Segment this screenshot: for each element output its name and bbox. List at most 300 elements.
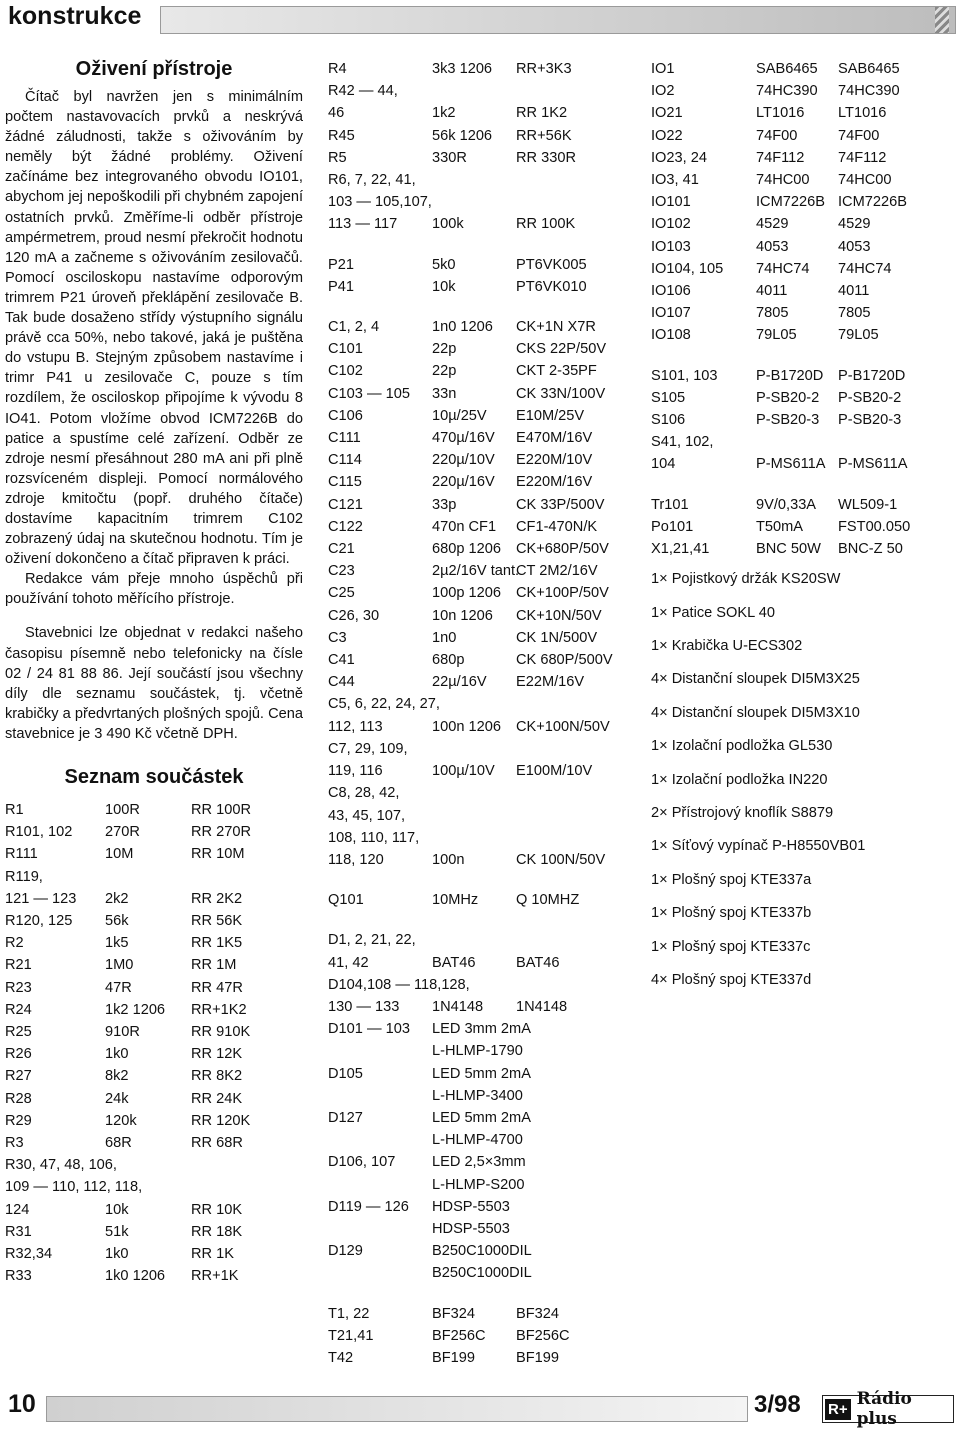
parts-row — [651, 494, 956, 516]
part-designator: C115 — [328, 474, 362, 491]
part-order-code — [191, 1154, 303, 1176]
part-value: 330R — [432, 149, 467, 166]
parts-row — [5, 1154, 303, 1176]
parts-row — [651, 80, 956, 102]
part-order-code: RR 47R — [191, 979, 243, 996]
part-value: 7805 — [756, 305, 789, 322]
part-value: 10µ/25V — [432, 407, 487, 424]
part-designator: C3 — [328, 629, 347, 646]
parts-row — [5, 932, 303, 954]
part-designator: D104,108 — 118,128, — [328, 976, 470, 993]
part-value: 1k0 — [105, 1246, 129, 1263]
part-order-code: 4011 — [838, 283, 870, 300]
part-value: 3k3 1206 — [432, 61, 493, 77]
part-designator: C25 — [328, 585, 355, 602]
part-value: P-MS611A — [756, 456, 826, 473]
part-order-code: CT 2M2/16V — [516, 563, 598, 580]
part-order-code — [516, 911, 628, 929]
part-designator: C23 — [328, 563, 355, 580]
part-order-code — [516, 1240, 628, 1262]
parts-row — [328, 125, 628, 147]
part-order-code: CK 33P/500V — [516, 496, 605, 513]
part-order-code: RR 910K — [191, 1024, 251, 1041]
accessory-item: 1× Krabička U-ECS302 — [651, 638, 803, 655]
part-designator: R27 — [5, 1068, 32, 1085]
parts-row — [5, 888, 303, 910]
part-designator: C103 — 105 — [328, 385, 410, 402]
part-order-code: RR 120K — [191, 1112, 251, 1129]
part-designator: IO104, 105 — [651, 260, 724, 277]
parts-row — [328, 760, 628, 782]
part-order-code: E470M/16V — [516, 430, 593, 447]
part-designator — [651, 476, 756, 494]
parts-row — [5, 1021, 303, 1043]
part-designator: R25 — [5, 1024, 32, 1041]
part-value: P-SB20-2 — [756, 389, 820, 406]
part-order-code — [516, 1262, 628, 1284]
part-value: 74HC74 — [756, 260, 810, 277]
part-designator: R28 — [5, 1090, 32, 1107]
parts-row — [328, 716, 628, 738]
part-value: 10k — [432, 278, 456, 295]
parts-row — [328, 494, 628, 516]
part-designator — [328, 1040, 432, 1062]
part-value — [432, 738, 516, 760]
part-order-code — [516, 1018, 628, 1040]
part-order-code: 74HC390 — [838, 83, 900, 100]
part-designator: C106 — [328, 407, 363, 424]
part-designator: 108, 110, 117, — [328, 829, 420, 846]
part-designator: R111 — [5, 846, 38, 863]
accessory-item: 1× Plošný spoj KTE337b — [651, 905, 812, 922]
parts-row — [328, 471, 628, 493]
part-value: 4053 — [756, 238, 789, 255]
accessory-item: 1× Plošný spoj KTE337a — [651, 871, 812, 888]
part-designator — [328, 1174, 432, 1196]
part-designator — [328, 1285, 432, 1303]
page-footer — [0, 1388, 960, 1433]
parts-row — [328, 1240, 628, 1262]
parts-row — [5, 1243, 303, 1265]
header-bar — [160, 6, 956, 34]
parts-row — [651, 365, 956, 387]
part-value: LED 5mm 2mA — [432, 1109, 531, 1126]
parts-row — [328, 605, 628, 627]
part-order-code — [516, 80, 628, 102]
right-column — [651, 58, 956, 1002]
parts-row — [651, 169, 956, 191]
parts-row — [328, 405, 628, 427]
part-order-code — [838, 476, 956, 494]
part-order-code: RR 1K2 — [516, 105, 568, 122]
parts-row — [328, 338, 628, 360]
part-designator: D1, 2, 21, 22, — [328, 932, 416, 949]
part-value: BF199 — [432, 1349, 475, 1366]
part-value: 5k0 — [432, 256, 456, 273]
part-order-code — [516, 1174, 628, 1196]
part-value: 680p 1206 — [432, 541, 501, 558]
article-heading: Oživení přístroje — [75, 58, 233, 80]
part-designator — [328, 1262, 432, 1284]
accessory-item: 2× Přístrojový knoflík S8879 — [651, 805, 834, 821]
part-order-code: RR 270R — [191, 824, 252, 841]
part-designator: S41, 102, — [651, 434, 714, 451]
part-designator: R23 — [5, 979, 32, 996]
logo-text: Rádio plus — [856, 1389, 912, 1429]
parts-row — [328, 693, 628, 715]
part-value — [432, 191, 516, 213]
part-order-code: CK 680P/500V — [516, 652, 613, 669]
part-order-code: BAT46 — [516, 954, 560, 971]
part-designator — [328, 298, 432, 316]
part-order-code — [516, 191, 628, 213]
part-value — [756, 347, 838, 365]
body-paragraph: Čítač byl navržen jen s minimálním počtem nastavovacích prvků a neskrývá žádné záludnosti, takže s oživováním by neměly být žádné problémy. Oživení začínáme bez integrovaného obvodu IO101, abychom jej nepoškodili při chybném zapojení ostatních prvků. Změříme-li odběr přístroje ampérmetrem, proud nesmí překročit hodnotu 120 mA a začneme s oživováním zesilovačů. Pomocí osciloskopu nastavíme odporovým trimrem P21 úroveň překlápění zesilovače B. Tak bude dosaženo střídy výstupního signálu právě cca 50%, nebo takové, jaká je puštěna do vstupu B. Stejným způsobem nastavíme i trimr P41 u zesilovače C, pouze s tím rozdílem, že osciloskop připojíme k vývodu 8 IO41. Potom vložíme obvod ICM7226B do patice a spustíme celé zařízení. Odběr ze zdroje nesmí přesáhnout 280 mA ani při plně rozsvíceném displeji. Pomocí normálového zdroje kmitočtu (popř. druhého čítače) dostavíme kapacitním trimrem C102 zobrazený údaj na skutečnou hodnotu. Tím je oživení dokončeno a čítač připraven k práci. — [5, 89, 303, 568]
part-order-code: RR 12K — [191, 1046, 243, 1063]
part-designator — [328, 911, 432, 929]
part-order-code: CK 1N/500V — [516, 629, 598, 646]
part-designator — [328, 1218, 432, 1240]
part-designator — [328, 236, 432, 254]
part-order-code: 74F112 — [838, 149, 887, 166]
part-order-code: BF324 — [516, 1305, 559, 1322]
part-value: HDSP-5503 — [432, 1220, 510, 1237]
part-designator: IO103 — [651, 238, 691, 255]
part-designator: 124 — [5, 1201, 30, 1218]
parts-row — [651, 324, 956, 346]
parts-row — [328, 738, 628, 760]
part-order-code: CK+100N/50V — [516, 718, 610, 735]
part-value: 74HC00 — [756, 172, 810, 189]
part-designator: IO22 — [651, 127, 683, 144]
parts-row — [328, 911, 628, 929]
footer-bar — [46, 1396, 748, 1422]
part-value: 220µ/10V — [432, 452, 495, 469]
part-order-code — [516, 929, 628, 951]
part-designator: IO23, 24 — [651, 149, 707, 166]
part-order-code: E220M/10V — [516, 452, 593, 469]
part-order-code — [516, 805, 628, 827]
part-order-code — [516, 1107, 628, 1129]
parts-row — [5, 1088, 303, 1110]
part-order-code: RR 10K — [191, 1201, 243, 1218]
parts-row — [328, 236, 628, 254]
part-designator: Po101 — [651, 518, 694, 535]
parts-row — [328, 147, 628, 169]
part-order-code: 4529 — [838, 216, 871, 233]
part-value: T50mA — [756, 518, 804, 535]
part-designator: R119, — [5, 868, 43, 885]
parts-row — [651, 258, 956, 280]
part-order-code: CK 100N/50V — [516, 851, 606, 868]
part-value: 1M0 — [105, 957, 134, 974]
part-order-code: PT6VK005 — [516, 256, 587, 273]
part-designator: C7, 29, 109, — [328, 740, 408, 757]
part-designator: R2 — [5, 935, 24, 952]
part-designator: IO107 — [651, 305, 691, 322]
part-value: 8k2 — [105, 1068, 129, 1085]
part-value — [432, 236, 516, 254]
part-order-code: FST00.050 — [838, 518, 911, 535]
part-order-code: RR 100K — [516, 216, 576, 233]
part-value: 100µ/10V — [432, 763, 495, 780]
body-paragraph: Redakce vám přeje mnoho úspěchů při používání tohoto měřícího přístroje. — [5, 571, 303, 608]
parts-row — [328, 427, 628, 449]
part-order-code: LT1016 — [838, 105, 887, 122]
part-designator: C1, 2, 4 — [328, 319, 380, 336]
part-designator: C41 — [328, 652, 355, 669]
part-order-code: RR 330R — [516, 149, 577, 166]
parts-row — [328, 649, 628, 671]
part-value: L-HLMP-1790 — [432, 1043, 523, 1060]
parts-row — [651, 102, 956, 124]
part-designator: IO2 — [651, 83, 675, 100]
part-value: 1N4148 — [432, 998, 484, 1015]
part-designator: C111 — [328, 430, 361, 447]
parts-table-right — [651, 58, 956, 560]
page-number: 10 — [8, 1390, 36, 1418]
parts-row — [328, 996, 628, 1018]
part-designator — [651, 347, 756, 365]
parts-row — [328, 360, 628, 382]
part-value: 33p — [432, 496, 457, 513]
part-value: 22p — [432, 341, 457, 358]
part-order-code: BNC-Z 50 — [838, 541, 903, 558]
part-value: 74F112 — [756, 149, 805, 166]
part-order-code: P-SB20-3 — [838, 412, 902, 429]
parts-row — [5, 1043, 303, 1065]
part-value: BF256C — [432, 1327, 486, 1344]
part-order-code — [838, 431, 956, 453]
part-designator: D106, 107 — [328, 1154, 396, 1171]
part-order-code: P-MS611A — [838, 456, 908, 473]
part-designator: 103 — 105,107, — [328, 194, 432, 211]
part-order-code: CK+100P/50V — [516, 585, 609, 602]
part-order-code — [516, 693, 628, 715]
part-designator: R4 — [328, 61, 347, 77]
accessory-item: 4× Distanční sloupek DI5M3X25 — [651, 671, 860, 688]
part-order-code: WL509-1 — [838, 496, 898, 513]
parts-row — [651, 236, 956, 258]
parts-row — [5, 799, 303, 821]
part-designator: R5 — [328, 149, 347, 166]
part-designator: 113 — 117 — [328, 216, 398, 233]
parts-row — [328, 1285, 628, 1303]
part-order-code: 4053 — [838, 238, 871, 255]
parts-row — [328, 974, 628, 996]
part-order-code: P-B1720D — [838, 367, 906, 384]
part-value: 1k5 — [105, 935, 129, 952]
part-designator: R21 — [5, 957, 32, 974]
part-designator: C44 — [328, 674, 355, 691]
part-order-code — [516, 169, 628, 191]
part-value: 4529 — [756, 216, 789, 233]
part-designator: C21 — [328, 541, 355, 558]
part-value: 100p 1206 — [432, 585, 501, 602]
part-value — [756, 431, 838, 453]
parts-row — [328, 782, 628, 804]
part-value: 4011 — [756, 283, 788, 300]
parts-row — [328, 889, 628, 911]
part-designator: 121 — 123 — [5, 890, 77, 907]
part-designator: R32,34 — [5, 1246, 53, 1263]
part-order-code: RR 10M — [191, 846, 245, 863]
part-order-code — [516, 738, 628, 760]
part-designator — [328, 1129, 432, 1151]
part-designator: IO106 — [651, 283, 691, 300]
part-value: SAB6465 — [756, 61, 818, 77]
part-value — [756, 476, 838, 494]
part-order-code: CKS 22P/50V — [516, 341, 607, 358]
part-designator: D127 — [328, 1109, 363, 1126]
part-value: 100k — [432, 216, 464, 233]
part-value: LED 2,5×3mm — [432, 1154, 526, 1171]
part-value: 680p — [432, 652, 465, 669]
parts-row — [651, 516, 956, 538]
part-value: 270R — [105, 824, 140, 841]
part-designator: 46 — [328, 105, 345, 122]
part-designator: 112, 113 — [328, 718, 383, 735]
part-value — [432, 1285, 516, 1303]
parts-row — [651, 213, 956, 235]
parts-row — [651, 409, 956, 431]
parts-row — [328, 929, 628, 951]
part-value: LED 5mm 2mA — [432, 1065, 531, 1082]
part-designator: S105 — [651, 389, 686, 406]
parts-row — [328, 1085, 628, 1107]
parts-row — [5, 1199, 303, 1221]
part-order-code: CK+680P/50V — [516, 541, 609, 558]
parts-row — [5, 1065, 303, 1087]
part-order-code — [191, 866, 303, 888]
part-order-code: CK+10N/50V — [516, 607, 602, 624]
parts-row — [5, 843, 303, 865]
parts-row — [5, 1176, 303, 1198]
part-order-code — [516, 1085, 628, 1107]
part-value: 1k0 1206 — [105, 1268, 166, 1285]
part-order-code: 1N4148 — [516, 998, 568, 1015]
part-value: 2k2 — [105, 890, 129, 907]
parts-row — [651, 476, 956, 494]
part-designator: 104 — [651, 456, 676, 473]
part-designator: C122 — [328, 518, 363, 535]
parts-row — [328, 516, 628, 538]
part-designator: R120, 125 — [5, 913, 73, 930]
part-order-code: SAB6465 — [838, 61, 900, 77]
parts-row — [651, 280, 956, 302]
part-designator: C8, 28, 42, — [328, 785, 400, 802]
part-order-code: CK+1N X7R — [516, 319, 596, 336]
part-designator: IO21 — [651, 105, 683, 122]
part-designator: C121 — [328, 496, 363, 513]
part-value — [432, 169, 516, 191]
part-value: 74HC390 — [756, 83, 818, 100]
parts-row — [5, 1110, 303, 1132]
parts-row — [651, 58, 956, 80]
part-designator: R33 — [5, 1268, 32, 1285]
parts-row — [328, 254, 628, 276]
part-designator: C114 — [328, 452, 362, 469]
part-value: ICM7226B — [756, 194, 825, 211]
part-order-code: RR 56K — [191, 913, 243, 930]
part-order-code: CK 33N/100V — [516, 385, 606, 402]
part-designator: R101, 102 — [5, 824, 73, 841]
part-order-code — [516, 1063, 628, 1085]
part-value: 56k 1206 — [432, 127, 493, 144]
parts-row — [651, 125, 956, 147]
issue-number: 3/98 — [754, 1391, 801, 1418]
parts-row — [651, 538, 956, 560]
part-value: 1k2 — [432, 105, 456, 122]
left-column — [5, 58, 303, 1287]
part-designator: IO3, 41 — [651, 172, 699, 189]
parts-heading: Seznam součástek — [64, 766, 244, 788]
part-designator: 118, 120 — [328, 851, 384, 868]
part-designator: R1 — [5, 802, 24, 818]
part-order-code: CKT 2-35PF — [516, 363, 597, 380]
part-value: 79L05 — [756, 327, 797, 344]
part-order-code: 74HC00 — [838, 172, 892, 189]
parts-row — [328, 1325, 628, 1347]
part-designator: X1,21,41 — [651, 541, 710, 558]
parts-row — [328, 952, 628, 974]
logo-mark: R+ — [825, 1399, 851, 1420]
accessory-item: 1× Izolační podložka GL530 — [651, 738, 833, 755]
part-designator: IO1 — [651, 61, 675, 77]
part-designator: R26 — [5, 1046, 32, 1063]
part-value — [432, 782, 516, 804]
accessory-item: 1× Pojistkový držák KS20SW — [651, 571, 841, 588]
part-value: B250C1000DIL — [432, 1265, 532, 1282]
part-value: 24k — [105, 1090, 129, 1107]
parts-row — [328, 538, 628, 560]
part-value: L-HLMP-4700 — [432, 1132, 523, 1149]
part-order-code — [516, 1129, 628, 1151]
part-designator: R31 — [5, 1223, 32, 1240]
part-order-code: RR 1K5 — [191, 935, 243, 952]
part-order-code — [516, 1196, 628, 1218]
part-designator: Tr101 — [651, 496, 689, 513]
parts-row — [328, 1196, 628, 1218]
part-order-code — [516, 1285, 628, 1303]
part-value: 47R — [105, 979, 132, 996]
part-order-code: BF256C — [516, 1327, 570, 1344]
part-designator: T42 — [328, 1349, 354, 1366]
parts-row — [328, 805, 628, 827]
parts-row — [328, 213, 628, 235]
part-value: 1k0 — [105, 1046, 129, 1063]
part-designator: D105 — [328, 1065, 363, 1082]
part-order-code: 7805 — [838, 305, 871, 322]
part-order-code: 74F00 — [838, 127, 880, 144]
part-order-code — [516, 1151, 628, 1173]
part-value — [432, 929, 516, 951]
parts-row — [5, 1221, 303, 1243]
parts-row — [328, 1107, 628, 1129]
part-designator: C26, 30 — [328, 607, 380, 624]
parts-row — [328, 169, 628, 191]
parts-row — [651, 387, 956, 409]
parts-row — [328, 827, 628, 849]
part-value: P-B1720D — [756, 367, 824, 384]
part-designator: 109 — 110, 112, 118, — [5, 1179, 143, 1196]
part-value — [432, 693, 516, 715]
part-designator: S101, 103 — [651, 367, 718, 384]
part-order-code: CF1-470N/K — [516, 518, 598, 535]
part-order-code: RR+1K2 — [191, 1001, 247, 1018]
part-value — [432, 80, 516, 102]
part-value: 120k — [105, 1112, 137, 1129]
